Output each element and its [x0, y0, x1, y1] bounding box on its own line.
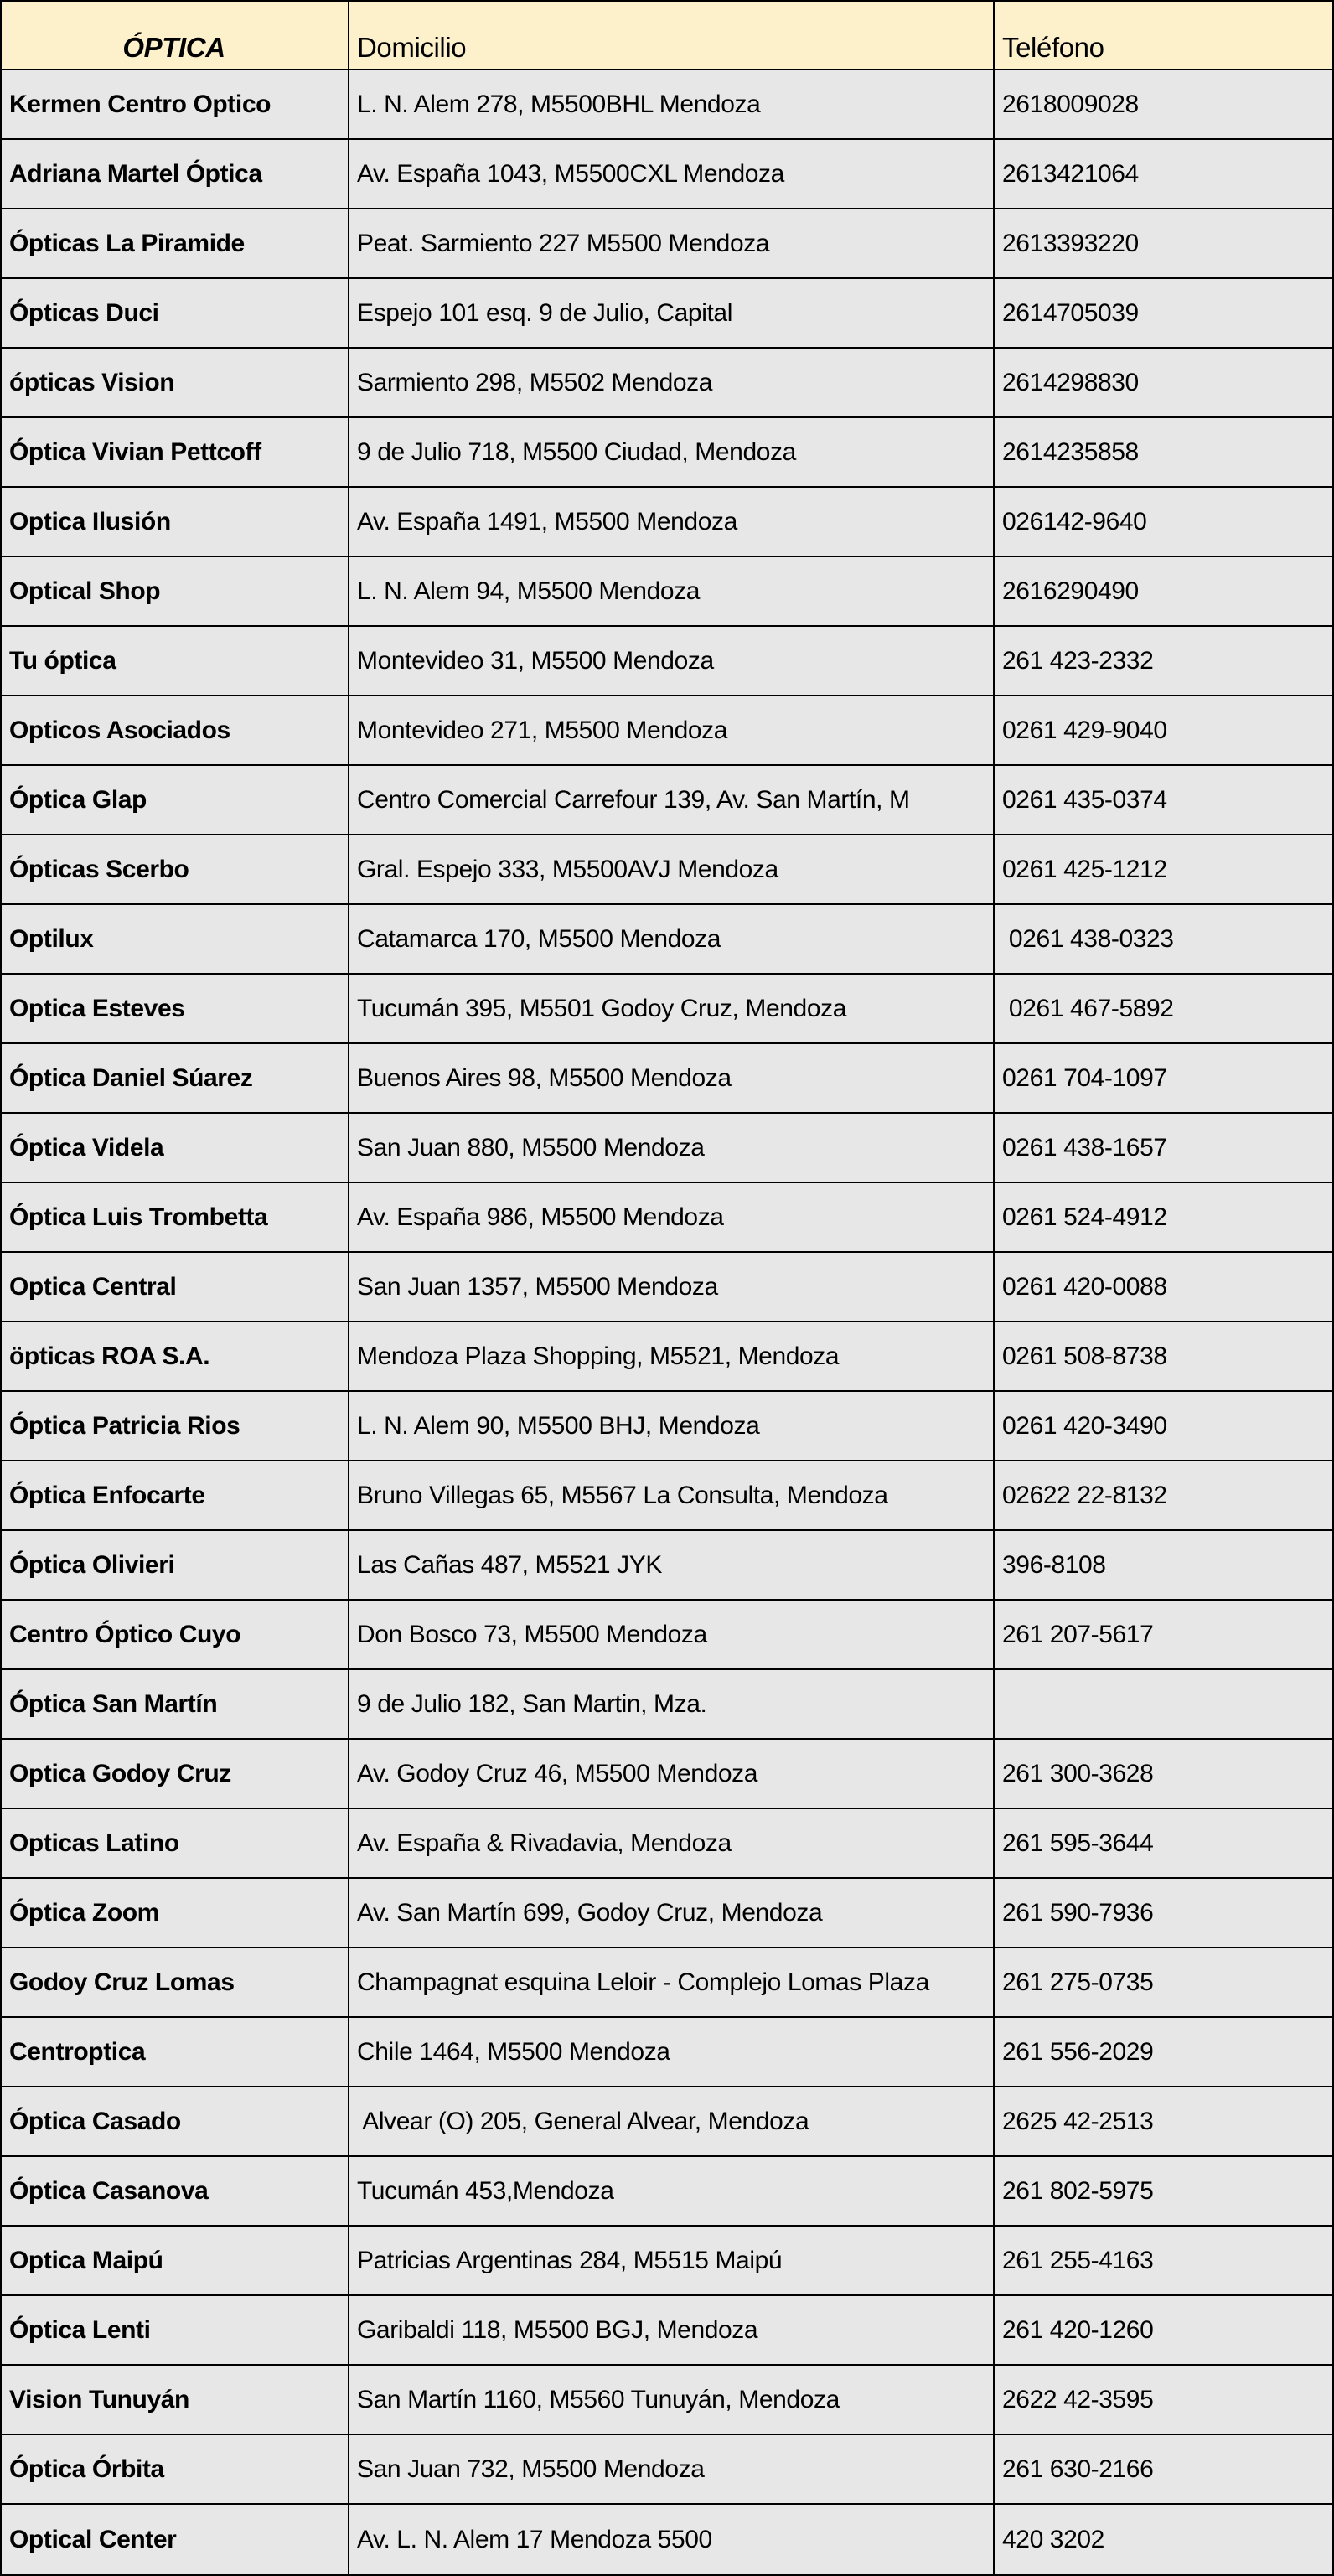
optica-name-cell: Opticos Asociados [9, 716, 230, 744]
table-row [2, 1948, 1332, 2018]
table-row [2, 279, 1332, 349]
optica-name-cell: Centro Óptico Cuyo [9, 1620, 241, 1648]
table-header-row [2, 2, 1332, 70]
optica-name-cell: Ópticas La Piramide [9, 229, 245, 257]
phone-cell: 261 556-2029 [993, 2018, 1332, 2086]
phone-cell: 0261 438-0323 [993, 905, 1332, 973]
table-row [2, 1253, 1332, 1322]
table-row [2, 1322, 1332, 1392]
table-row [2, 1044, 1332, 1114]
address-cell: Alvear (O) 205, General Alvear, Mendoza [348, 2087, 993, 2155]
optica-name-cell: Optilux [9, 924, 94, 953]
phone-cell: 0261 508-8738 [993, 1322, 1332, 1390]
table-row [2, 70, 1332, 140]
optica-name-cell: ópticas Vision [9, 368, 175, 396]
phone-cell: 2618009028 [993, 70, 1332, 138]
header-cell-domicilio: Domicilio [348, 2, 993, 69]
phone-cell: 0261 425-1212 [993, 835, 1332, 903]
optica-name-cell: Centroptica [9, 2037, 146, 2066]
optica-name-cell: Optica Godoy Cruz [9, 1759, 231, 1787]
optica-name-cell: Optical Center [9, 2525, 177, 2553]
table-row [2, 1879, 1332, 1948]
optica-name-cell: Óptica Casado [9, 2107, 181, 2135]
table-row [2, 1670, 1332, 1740]
optica-name-cell: Óptica Casanova [9, 2176, 209, 2205]
phone-cell: 0261 420-0088 [993, 1253, 1332, 1321]
optica-name-cell: Tu óptica [9, 646, 116, 675]
phone-cell: 2616290490 [993, 557, 1332, 625]
table-row [2, 2157, 1332, 2227]
table-row [2, 1392, 1332, 1461]
optica-name-cell: Óptica Patricia Rios [9, 1411, 240, 1440]
phone-cell: 261 300-3628 [993, 1740, 1332, 1808]
address-cell: Patricias Argentinas 284, M5515 Maipú [348, 2227, 993, 2294]
address-cell: Av. San Martín 699, Godoy Cruz, Mendoza [348, 1879, 993, 1947]
optica-name-cell: Óptica Órbita [9, 2454, 164, 2483]
table-row [2, 2018, 1332, 2087]
address-cell: Espejo 101 esq. 9 de Julio, Capital [348, 279, 993, 347]
optica-name-cell: Godoy Cruz Lomas [9, 1968, 235, 1996]
address-cell: Las Cañas 487, M5521 JYK [348, 1531, 993, 1599]
phone-cell: 2614298830 [993, 349, 1332, 416]
table-row [2, 2366, 1332, 2435]
optica-name-cell: Óptica Videla [9, 1133, 164, 1161]
phone-cell: 261 275-0735 [993, 1948, 1332, 2016]
table-row [2, 835, 1332, 905]
address-cell: Centro Comercial Carrefour 139, Av. San Martín, M [348, 766, 993, 834]
address-cell: San Juan 1357, M5500 Mendoza [348, 1253, 993, 1321]
table-row [2, 2227, 1332, 2296]
address-cell: Don Bosco 73, M5500 Mendoza [348, 1601, 993, 1668]
optica-name-cell: Óptica Glap [9, 785, 147, 814]
table-row [2, 766, 1332, 835]
table-row [2, 2087, 1332, 2157]
address-cell: Sarmiento 298, M5502 Mendoza [348, 349, 993, 416]
phone-cell: 02622 22-8132 [993, 1461, 1332, 1529]
table-row [2, 1809, 1332, 1879]
optica-name-cell: Ópticas Duci [9, 298, 159, 327]
optica-name-cell: Óptica Olivieri [9, 1550, 175, 1579]
address-cell: San Juan 880, M5500 Mendoza [348, 1114, 993, 1182]
header-cell-telefono: Teléfono [993, 2, 1332, 69]
optica-name-cell: Optica Ilusión [9, 507, 171, 535]
optica-name-cell: Óptica Vivian Pettcoff [9, 437, 261, 466]
address-cell: Tucumán 453,Mendoza [348, 2157, 993, 2225]
table-row [2, 209, 1332, 279]
address-cell: Tucumán 395, M5501 Godoy Cruz, Mendoza [348, 975, 993, 1042]
phone-cell: 026142-9640 [993, 488, 1332, 556]
table-row [2, 905, 1332, 975]
phone-cell: 261 420-1260 [993, 2296, 1332, 2364]
optica-name-cell: Kermen Centro Optico [9, 90, 271, 118]
table-row [2, 1601, 1332, 1670]
phone-cell: 2622 42-3595 [993, 2366, 1332, 2434]
phone-cell: 261 255-4163 [993, 2227, 1332, 2294]
phone-cell: 0261 420-3490 [993, 1392, 1332, 1460]
table-row [2, 975, 1332, 1044]
address-cell: Chile 1464, M5500 Mendoza [348, 2018, 993, 2086]
phone-cell: 2614705039 [993, 279, 1332, 347]
table-row [2, 1183, 1332, 1253]
optica-name-cell: Optica Central [9, 1272, 177, 1301]
optica-name-cell: Vision Tunuyán [9, 2385, 189, 2413]
phone-cell: 0261 438-1657 [993, 1114, 1332, 1182]
phone-cell: 396-8108 [993, 1531, 1332, 1599]
table-row [2, 2505, 1332, 2574]
optica-name-cell: Óptica Luis Trombetta [9, 1203, 268, 1231]
optica-name-cell: Óptica Enfocarte [9, 1481, 205, 1509]
optica-name-cell: Óptica Daniel Súarez [9, 1063, 253, 1092]
address-cell: San Juan 732, M5500 Mendoza [348, 2435, 993, 2503]
optica-name-cell: öpticas ROA S.A. [9, 1342, 210, 1370]
table-row [2, 1531, 1332, 1601]
table-row [2, 2435, 1332, 2505]
phone-cell: 261 207-5617 [993, 1601, 1332, 1668]
address-cell: Buenos Aires 98, M5500 Mendoza [348, 1044, 993, 1112]
phone-cell [993, 1670, 1332, 1738]
phone-cell: 261 630-2166 [993, 2435, 1332, 2503]
phone-cell: 0261 524-4912 [993, 1183, 1332, 1251]
phone-cell: 2613421064 [993, 140, 1332, 208]
optica-name-cell: Óptica Lenti [9, 2315, 151, 2344]
phone-cell: 420 3202 [993, 2505, 1332, 2574]
phone-cell: 0261 435-0374 [993, 766, 1332, 834]
table-row [2, 1740, 1332, 1809]
table-row [2, 349, 1332, 418]
table-row [2, 140, 1332, 209]
table-row [2, 1114, 1332, 1183]
address-cell: 9 de Julio 182, San Martin, Mza. [348, 1670, 993, 1738]
optica-name-cell: Ópticas Scerbo [9, 855, 189, 883]
address-cell: Av. España & Rivadavia, Mendoza [348, 1809, 993, 1877]
address-cell: Mendoza Plaza Shopping, M5521, Mendoza [348, 1322, 993, 1390]
address-cell: Av. L. N. Alem 17 Mendoza 5500 [348, 2505, 993, 2574]
address-cell: Montevideo 31, M5500 Mendoza [348, 627, 993, 695]
address-cell: Av. España 986, M5500 Mendoza [348, 1183, 993, 1251]
address-cell: 9 de Julio 718, M5500 Ciudad, Mendoza [348, 418, 993, 486]
optica-name-cell: Optica Esteves [9, 994, 185, 1022]
address-cell: Bruno Villegas 65, M5567 La Consulta, Mendoza [348, 1461, 993, 1529]
table-row [2, 488, 1332, 557]
address-cell: Gral. Espejo 333, M5500AVJ Mendoza [348, 835, 993, 903]
address-cell: Av. España 1043, M5500CXL Mendoza [348, 140, 993, 208]
phone-cell: 2614235858 [993, 418, 1332, 486]
address-cell: San Martín 1160, M5560 Tunuyán, Mendoza [348, 2366, 993, 2434]
phone-cell: 0261 467-5892 [993, 975, 1332, 1042]
address-cell: L. N. Alem 278, M5500BHL Mendoza [348, 70, 993, 138]
header-cell-optica: ÓPTICA [122, 32, 225, 63]
optica-name-cell: Opticas Latino [9, 1829, 179, 1857]
address-cell: Montevideo 271, M5500 Mendoza [348, 696, 993, 764]
address-cell: Av. Godoy Cruz 46, M5500 Mendoza [348, 1740, 993, 1808]
table-row [2, 627, 1332, 696]
phone-cell: 261 802-5975 [993, 2157, 1332, 2225]
phone-cell: 261 423-2332 [993, 627, 1332, 695]
address-cell: Champagnat esquina Leloir - Complejo Lomas Plaza [348, 1948, 993, 2016]
address-cell: L. N. Alem 90, M5500 BHJ, Mendoza [348, 1392, 993, 1460]
optica-name-cell: Óptica Zoom [9, 1898, 159, 1927]
table-row [2, 418, 1332, 488]
address-cell: L. N. Alem 94, M5500 Mendoza [348, 557, 993, 625]
table-row [2, 557, 1332, 627]
optica-name-cell: Adriana Martel Óptica [9, 159, 262, 188]
table-row [2, 2296, 1332, 2366]
optica-name-cell: Optica Maipú [9, 2246, 163, 2274]
optica-name-cell: Optical Shop [9, 577, 161, 605]
address-cell: Catamarca 170, M5500 Mendoza [348, 905, 993, 973]
address-cell: Garibaldi 118, M5500 BGJ, Mendoza [348, 2296, 993, 2364]
phone-cell: 261 590-7936 [993, 1879, 1332, 1947]
table-body [2, 70, 1332, 2574]
phone-cell: 0261 429-9040 [993, 696, 1332, 764]
address-cell: Av. España 1491, M5500 Mendoza [348, 488, 993, 556]
optica-name-cell: Óptica San Martín [9, 1689, 218, 1718]
table-row [2, 696, 1332, 766]
phone-cell: 0261 704-1097 [993, 1044, 1332, 1112]
phone-cell: 2625 42-2513 [993, 2087, 1332, 2155]
phone-cell: 2613393220 [993, 209, 1332, 277]
address-cell: Peat. Sarmiento 227 M5500 Mendoza [348, 209, 993, 277]
phone-cell: 261 595-3644 [993, 1809, 1332, 1877]
table-row [2, 1461, 1332, 1531]
